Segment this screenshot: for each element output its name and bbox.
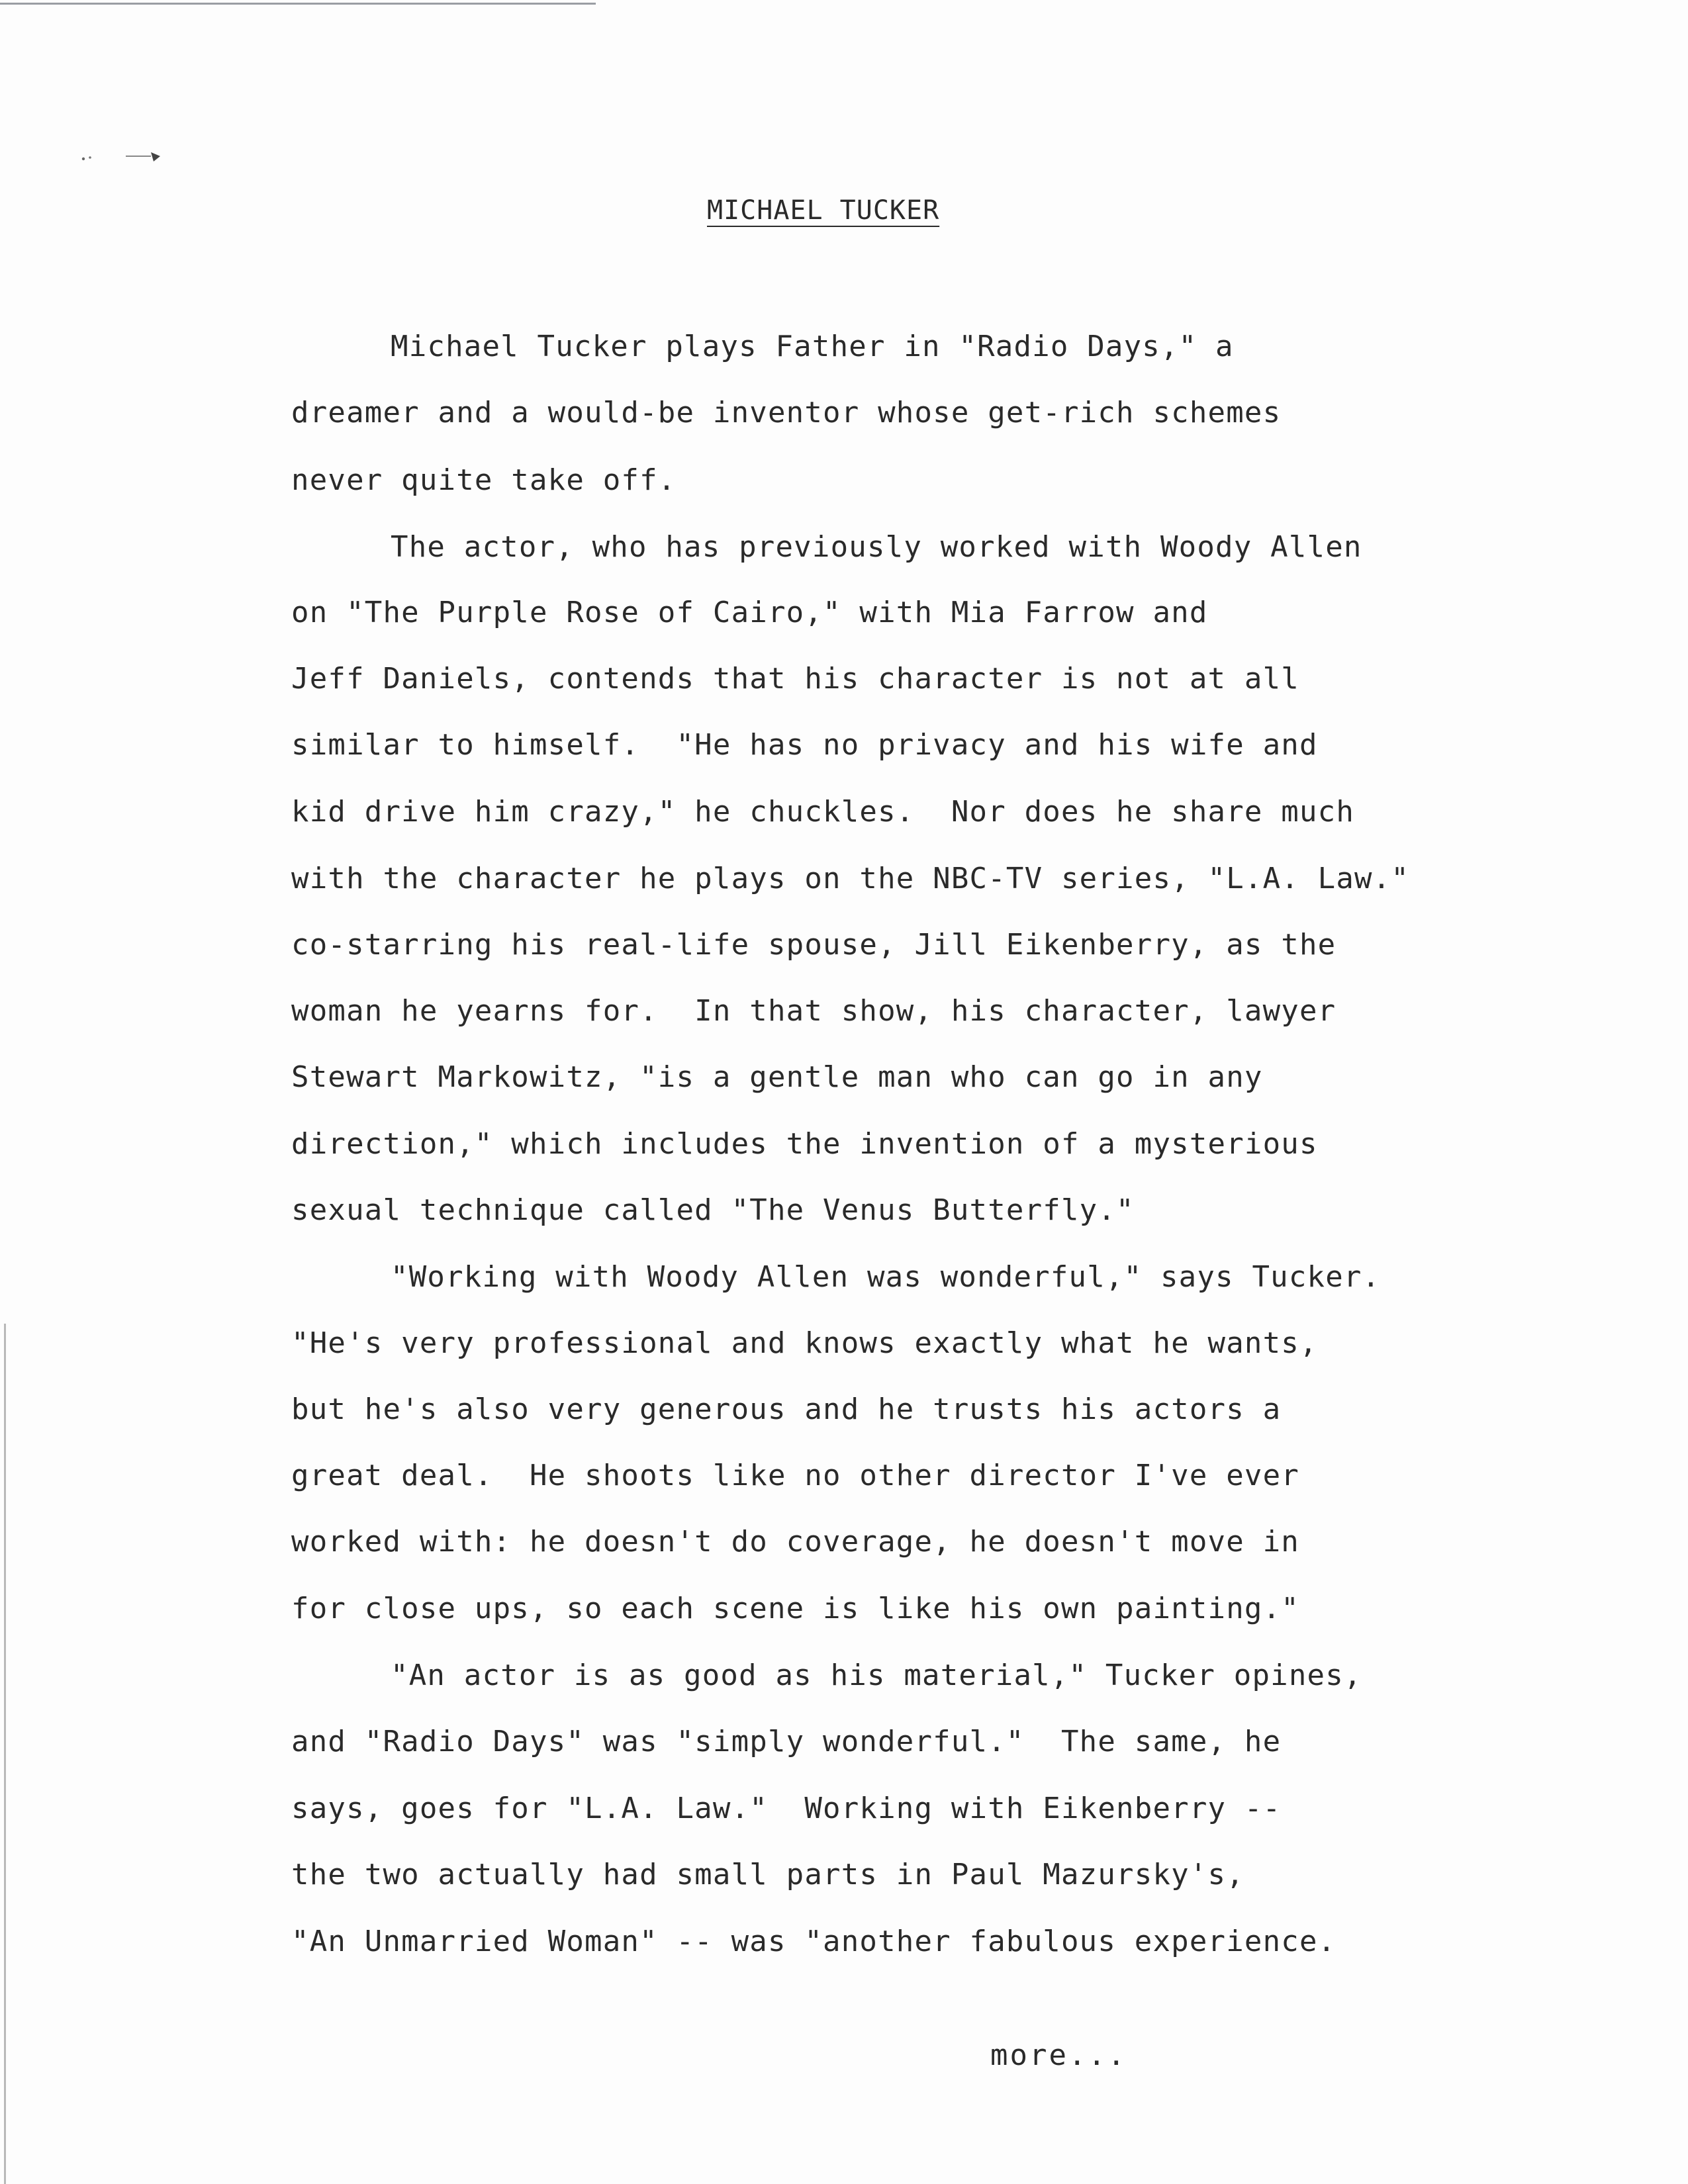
text-line: and "Radio Days" was "simply wonderful." The same, he bbox=[291, 1725, 1282, 1758]
text-line: "Working with Woody Allen was wonderful," says Tucker. bbox=[391, 1260, 1381, 1294]
text-line: dreamer and a would-be inventor whose get-rich schemes bbox=[291, 396, 1282, 430]
text-line: "An actor is as good as his material," Tucker opines, bbox=[391, 1659, 1362, 1692]
scan-edge-line bbox=[0, 3, 596, 5]
text-line: Jeff Daniels, contends that his character is not at all bbox=[291, 662, 1299, 696]
text-line: "He's very professional and knows exactly what he wants, bbox=[291, 1326, 1318, 1360]
scan-left-edge bbox=[4, 1324, 6, 2184]
text-line: woman he yearns for. In that show, his character, lawyer bbox=[291, 994, 1336, 1028]
text-line: but he's also very generous and he trusts his actors a bbox=[291, 1392, 1282, 1426]
page-title: MICHAEL TUCKER bbox=[707, 195, 940, 226]
text-line: similar to himself. "He has no privacy and his wife and bbox=[291, 728, 1318, 762]
text-line: with the character he plays on the NBC-TV series, "L.A. Law." bbox=[291, 862, 1410, 895]
text-line: for close ups, so each scene is like his own painting." bbox=[291, 1592, 1299, 1625]
text-line: kid drive him crazy," he chuckles. Nor does he share much bbox=[291, 795, 1355, 829]
text-line: the two actually had small parts in Paul Mazursky's, bbox=[291, 1858, 1244, 1891]
text-line: sexual technique called "The Venus Butterfly." bbox=[291, 1193, 1135, 1227]
text-line: on "The Purple Rose of Cairo," with Mia Farrow and bbox=[291, 596, 1208, 629]
text-line: Michael Tucker plays Father in "Radio Days," a bbox=[391, 330, 1234, 363]
continuation-marker: more... bbox=[990, 2038, 1127, 2072]
text-line: "An Unmarried Woman" -- was "another fabulous experience. bbox=[291, 1925, 1336, 1958]
text-line: The actor, who has previously worked with Woody Allen bbox=[391, 530, 1362, 564]
text-line: never quite take off. bbox=[291, 463, 677, 497]
text-line: great deal. He shoots like no other director I've ever bbox=[291, 1459, 1299, 1492]
text-line: worked with: he doesn't do coverage, he doesn't move in bbox=[291, 1525, 1299, 1559]
text-line: co-starring his real-life spouse, Jill Eikenberry, as the bbox=[291, 928, 1336, 962]
ink-speck-mark bbox=[79, 150, 179, 169]
text-line: says, goes for "L.A. Law." Working with Eikenberry -- bbox=[291, 1792, 1282, 1825]
text-line: direction," which includes the invention of a mysterious bbox=[291, 1127, 1318, 1161]
text-line: Stewart Markowitz, "is a gentle man who can go in any bbox=[291, 1060, 1263, 1094]
